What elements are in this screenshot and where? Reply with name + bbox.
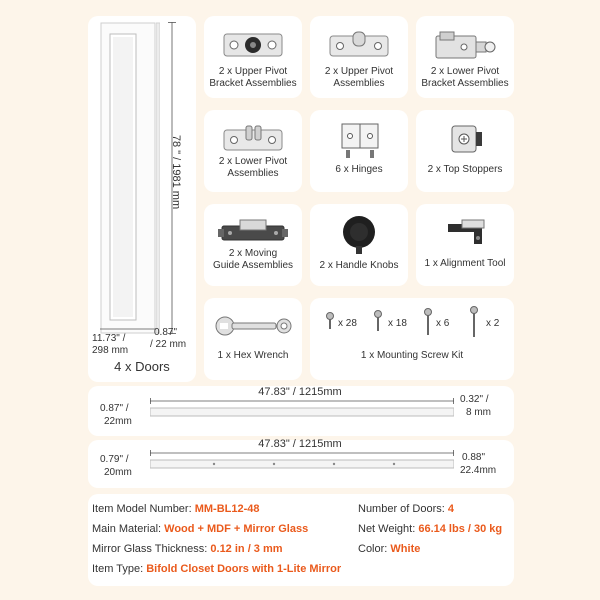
part-label-1a: 2 x Upper Pivot <box>218 66 288 77</box>
part-card-alignment-tool <box>416 204 514 286</box>
spec-weight-value: 66.14 lbs / 30 kg <box>418 523 503 535</box>
upper-pivot-icon <box>326 30 392 60</box>
screw-count-3: x 6 <box>436 318 450 329</box>
door-width-label-1: 11.73" / <box>92 333 126 344</box>
track-top-length: 47.83" / 1215mm <box>258 386 342 398</box>
lower-pivot-icon <box>220 122 286 154</box>
track-bottom-right-2: 22.4mm <box>460 465 497 476</box>
track-top-right-1: 0.32" / <box>460 394 489 405</box>
spec-model <box>92 502 260 516</box>
part-card-lower-pivot-bracket <box>416 16 514 98</box>
screw-icon-1 <box>324 312 336 332</box>
door-illustration <box>100 22 156 334</box>
screw-icon-4 <box>468 306 480 340</box>
track-bottom-left-2: 20mm <box>104 467 132 478</box>
spec-model-value: MM-BL12-48 <box>194 503 260 515</box>
part-label-8a: 2 x Handle Knobs <box>319 260 399 271</box>
track-bottom-dimension-line <box>150 450 454 456</box>
part-card-top-stoppers <box>416 110 514 192</box>
spec-weight <box>358 522 502 536</box>
part-card-hinges <box>310 110 408 192</box>
part-label-7a: 2 x Moving <box>228 248 278 259</box>
part-card-moving-guide <box>204 204 302 286</box>
part-card-screw-kit <box>310 298 514 380</box>
screw-count-2: x 18 <box>388 318 407 329</box>
track-top-right-2: 8 mm <box>466 407 491 418</box>
spec-doors-key: Number of Doors: <box>358 503 445 515</box>
track-bottom-length: 47.83" / 1215mm <box>258 438 342 450</box>
door-count-label: 4 x Doors <box>114 359 170 374</box>
spec-type <box>92 562 341 576</box>
upper-pivot-bracket-icon <box>220 30 286 60</box>
part-label-5a: 6 x Hinges <box>335 164 383 175</box>
screw-count-4: x 2 <box>486 318 500 329</box>
part-label-6a: 2 x Top Stoppers <box>427 164 503 175</box>
track-top-left-2: 22mm <box>104 416 132 427</box>
spec-material-key: Main Material: <box>92 523 162 535</box>
part-card-lower-pivot <box>204 110 302 192</box>
spec-weight-key: Net Weight: <box>358 523 416 535</box>
part-label-3a: 2 x Lower Pivot <box>430 66 500 77</box>
part-label-1b: Bracket Assemblies <box>209 78 297 89</box>
door-width-label-2: 298 mm <box>92 345 129 356</box>
spec-doors-value: 4 <box>447 503 454 515</box>
track-top-dimension-line <box>150 398 454 404</box>
spec-color-value: White <box>390 543 421 555</box>
spec-color <box>358 542 420 556</box>
part-label-10a: 1 x Hex Wrench <box>217 350 289 361</box>
screw-icon-2 <box>372 310 384 334</box>
part-label-4b: Assemblies <box>227 168 279 179</box>
spec-type-value: Bifold Closet Doors with 1-Lite Mirror <box>146 563 342 575</box>
track-top-left-1: 0.87" / <box>100 403 129 414</box>
spec-material-value: Wood + MDF + Mirror Glass <box>164 523 309 535</box>
track-top-bar <box>150 406 454 418</box>
spec-doors <box>358 502 454 516</box>
part-label-7b: Guide Assemblies <box>212 260 294 271</box>
screw-count-1: x 28 <box>338 318 357 329</box>
spec-thickness-value: 0.12 in / 3 mm <box>210 543 283 555</box>
part-label-2b: Assemblies <box>333 78 385 89</box>
part-card-hex-wrench <box>204 298 302 380</box>
part-label-2a: 2 x Upper Pivot <box>324 66 394 77</box>
moving-guide-icon <box>216 216 290 248</box>
lower-pivot-bracket-icon <box>432 28 498 62</box>
hex-wrench-icon <box>214 314 294 338</box>
part-label-9a: 1 x Alignment Tool <box>424 258 506 269</box>
screw-kit-label: 1 x Mounting Screw Kit <box>360 350 464 361</box>
spec-color-key: Color: <box>358 543 388 555</box>
alignment-tool-icon <box>442 214 490 252</box>
spec-model-key: Item Model Number: <box>92 503 192 515</box>
hinge-icon <box>338 120 382 160</box>
track-bottom-right-1: 0.88" <box>462 452 486 463</box>
door-depth-label-2: / 22 mm <box>150 339 187 350</box>
part-label-4a: 2 x Lower Pivot <box>218 156 288 167</box>
track-bottom-bar <box>150 458 454 470</box>
handle-knob-icon <box>339 212 379 256</box>
part-label-3b: Bracket Assemblies <box>421 78 509 89</box>
spec-material <box>92 522 308 536</box>
screw-icon-3 <box>422 308 434 338</box>
door-depth-strip <box>156 22 160 334</box>
width-dimension-line <box>100 326 156 332</box>
spec-thickness-key: Mirror Glass Thickness: <box>92 543 208 555</box>
part-card-upper-pivot <box>310 16 408 98</box>
door-height-label: 78 " / 1981 mm <box>170 134 182 210</box>
part-card-upper-pivot-bracket <box>204 16 302 98</box>
track-bottom-left-1: 0.79" / <box>100 454 129 465</box>
top-stopper-icon <box>446 120 486 158</box>
spec-thickness <box>92 542 283 556</box>
spec-type-key: Item Type: <box>92 563 144 575</box>
part-card-handle-knobs <box>310 204 408 286</box>
door-depth-label-1: 0.87" <box>154 327 178 338</box>
